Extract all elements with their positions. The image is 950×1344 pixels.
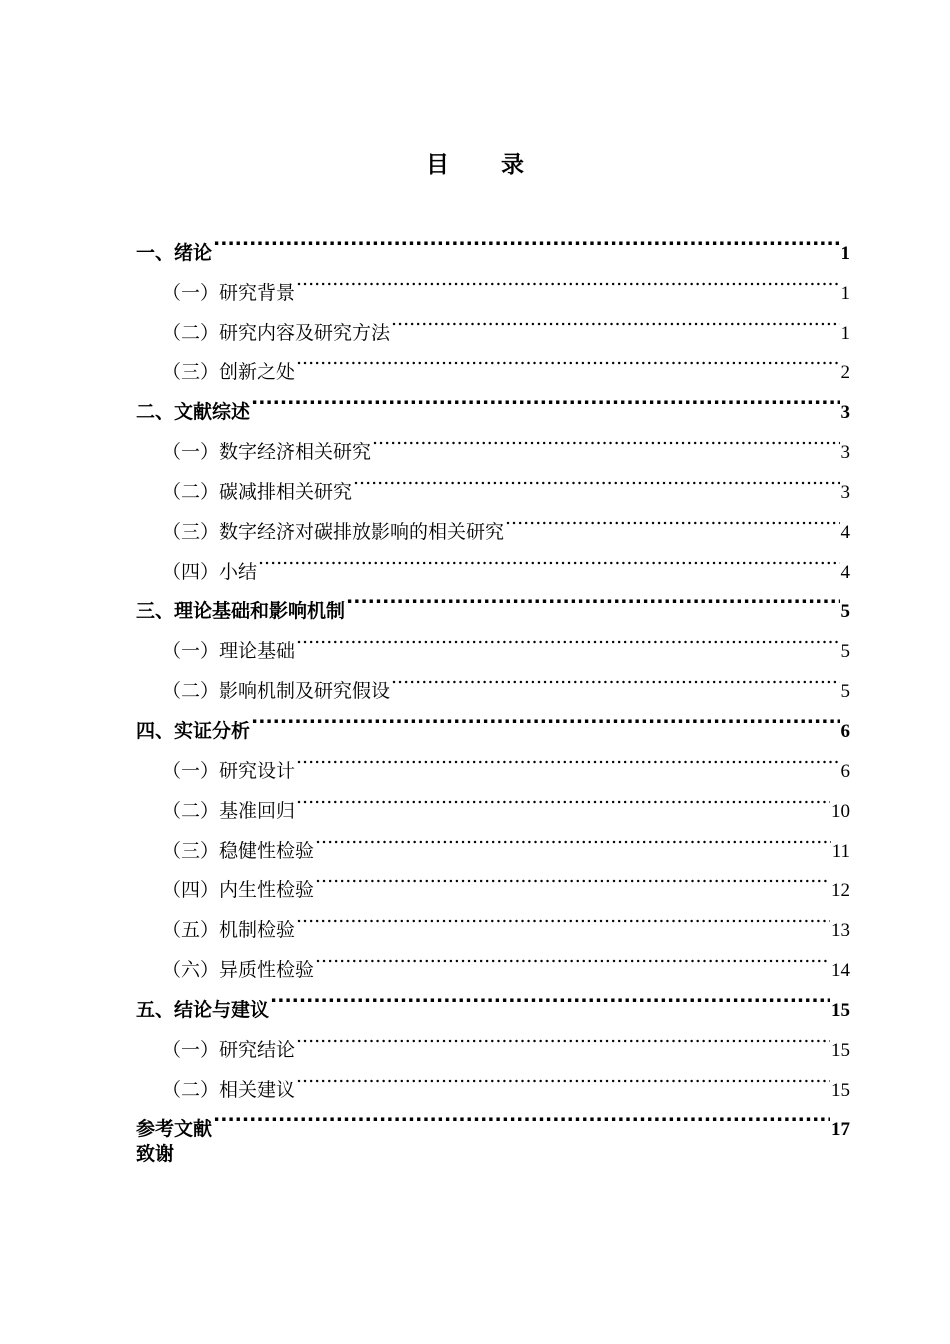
- toc-entry-label: （三）稳健性检验: [162, 839, 315, 862]
- toc-entry-label: （一）研究结论: [162, 1038, 296, 1061]
- toc-dot-leader: [391, 299, 839, 339]
- toc-entry-label: （四）小结: [162, 560, 258, 583]
- toc-entry-label: 参考文献: [136, 1118, 213, 1141]
- toc-page-number: 2: [840, 362, 850, 384]
- toc-dot-leader: [346, 578, 839, 618]
- toc-entry-label: （二）碳减排相关研究: [162, 480, 353, 503]
- toc-page-number: 15: [831, 999, 850, 1021]
- toc-entry-label: （一）研究设计: [162, 759, 296, 782]
- toc-entry-label: 五、结论与建议: [136, 998, 270, 1021]
- toc-dot-leader: [258, 538, 839, 578]
- toc-entry-label: 一、绪论: [136, 241, 213, 264]
- toc-entry-label: （一）理论基础: [162, 640, 296, 663]
- toc-page-number: 4: [840, 561, 850, 583]
- toc-page-number: 1: [840, 282, 850, 304]
- toc-entry-label: （四）内生性检验: [162, 879, 315, 902]
- toc-page-number: 6: [840, 760, 850, 782]
- toc-entry-label: （三）数字经济对碳排放影响的相关研究: [162, 520, 505, 543]
- toc-dot-leader: [315, 857, 830, 897]
- toc-page-number: 3: [840, 402, 850, 424]
- toc-chapter-entry[interactable]: [136, 1096, 850, 1141]
- toc-dot-leader: [296, 1016, 830, 1056]
- toc-page-number: 15: [831, 1039, 850, 1061]
- toc-chapter-entry[interactable]: [136, 1135, 850, 1175]
- toc-page-number: 15: [831, 1079, 850, 1101]
- toc-page-number: 1: [840, 242, 850, 264]
- toc-dot-leader: [296, 259, 839, 299]
- toc-page-number: 11: [831, 840, 850, 862]
- toc-page-number: 6: [840, 720, 850, 742]
- toc-entry-label: 致谢: [136, 1143, 175, 1166]
- toc-dot-leader: [391, 657, 839, 697]
- toc-dot-leader: [296, 1056, 830, 1096]
- toc-entry-label: （二）影响机制及研究假设: [162, 680, 391, 703]
- toc-dot-leader: [505, 498, 839, 538]
- toc-entry-label: 三、理论基础和影响机制: [136, 600, 346, 623]
- toc-dot-leader: [251, 697, 839, 737]
- toc-dot-leader: [372, 418, 839, 458]
- toc-page-number: 13: [831, 920, 850, 942]
- toc-page-number: 5: [840, 641, 850, 663]
- toc-dot-leader: [315, 936, 830, 976]
- toc-page-number: 1: [840, 322, 850, 344]
- toc-entry-label: （一）数字经济相关研究: [162, 441, 372, 464]
- toc-section-entry[interactable]: [136, 259, 850, 304]
- toc-chapter-entry[interactable]: [136, 219, 850, 264]
- toc-page-number: 4: [840, 521, 850, 543]
- toc-dot-leader: [270, 976, 830, 1016]
- title-char-1: 目: [426, 152, 449, 178]
- toc-page-number: 12: [831, 880, 850, 902]
- toc-dot-leader: [213, 219, 839, 259]
- toc-dot-leader: [315, 817, 831, 857]
- toc-page-number: 3: [840, 442, 850, 464]
- toc-page-number: 5: [840, 601, 850, 623]
- toc-dot-leader: [251, 378, 839, 418]
- toc-entry-label: （六）异质性检验: [162, 959, 315, 982]
- toc-page-number: 3: [840, 481, 850, 503]
- toc-dot-leader: [296, 737, 839, 777]
- toc-page-number: 5: [840, 681, 850, 703]
- toc-entry-label: 四、实证分析: [136, 719, 251, 742]
- toc-page-number: 10: [831, 800, 850, 822]
- toc-page-number: 14: [831, 960, 850, 982]
- toc-entry-label: （三）创新之处: [162, 361, 296, 384]
- table-of-contents: [136, 219, 850, 1175]
- toc-entry-label: 二、文献综述: [136, 401, 251, 424]
- title-char-2: 录: [501, 152, 524, 178]
- toc-dot-leader: [296, 896, 830, 936]
- toc-entry-label: （二）相关建议: [162, 1078, 296, 1101]
- toc-entry-label: （二）研究内容及研究方法: [162, 321, 391, 344]
- toc-dot-leader: [213, 1096, 830, 1136]
- toc-page-number: 17: [831, 1119, 850, 1141]
- toc-dot-leader: [296, 339, 839, 379]
- page-title: [0, 146, 950, 179]
- toc-dot-leader: [296, 777, 830, 817]
- toc-entry-label: （五）机制检验: [162, 919, 296, 942]
- toc-entry-label: （二）基准回归: [162, 799, 296, 822]
- toc-entry-label: （一）研究背景: [162, 281, 296, 304]
- toc-dot-leader: [353, 458, 839, 498]
- toc-dot-leader: [296, 617, 839, 657]
